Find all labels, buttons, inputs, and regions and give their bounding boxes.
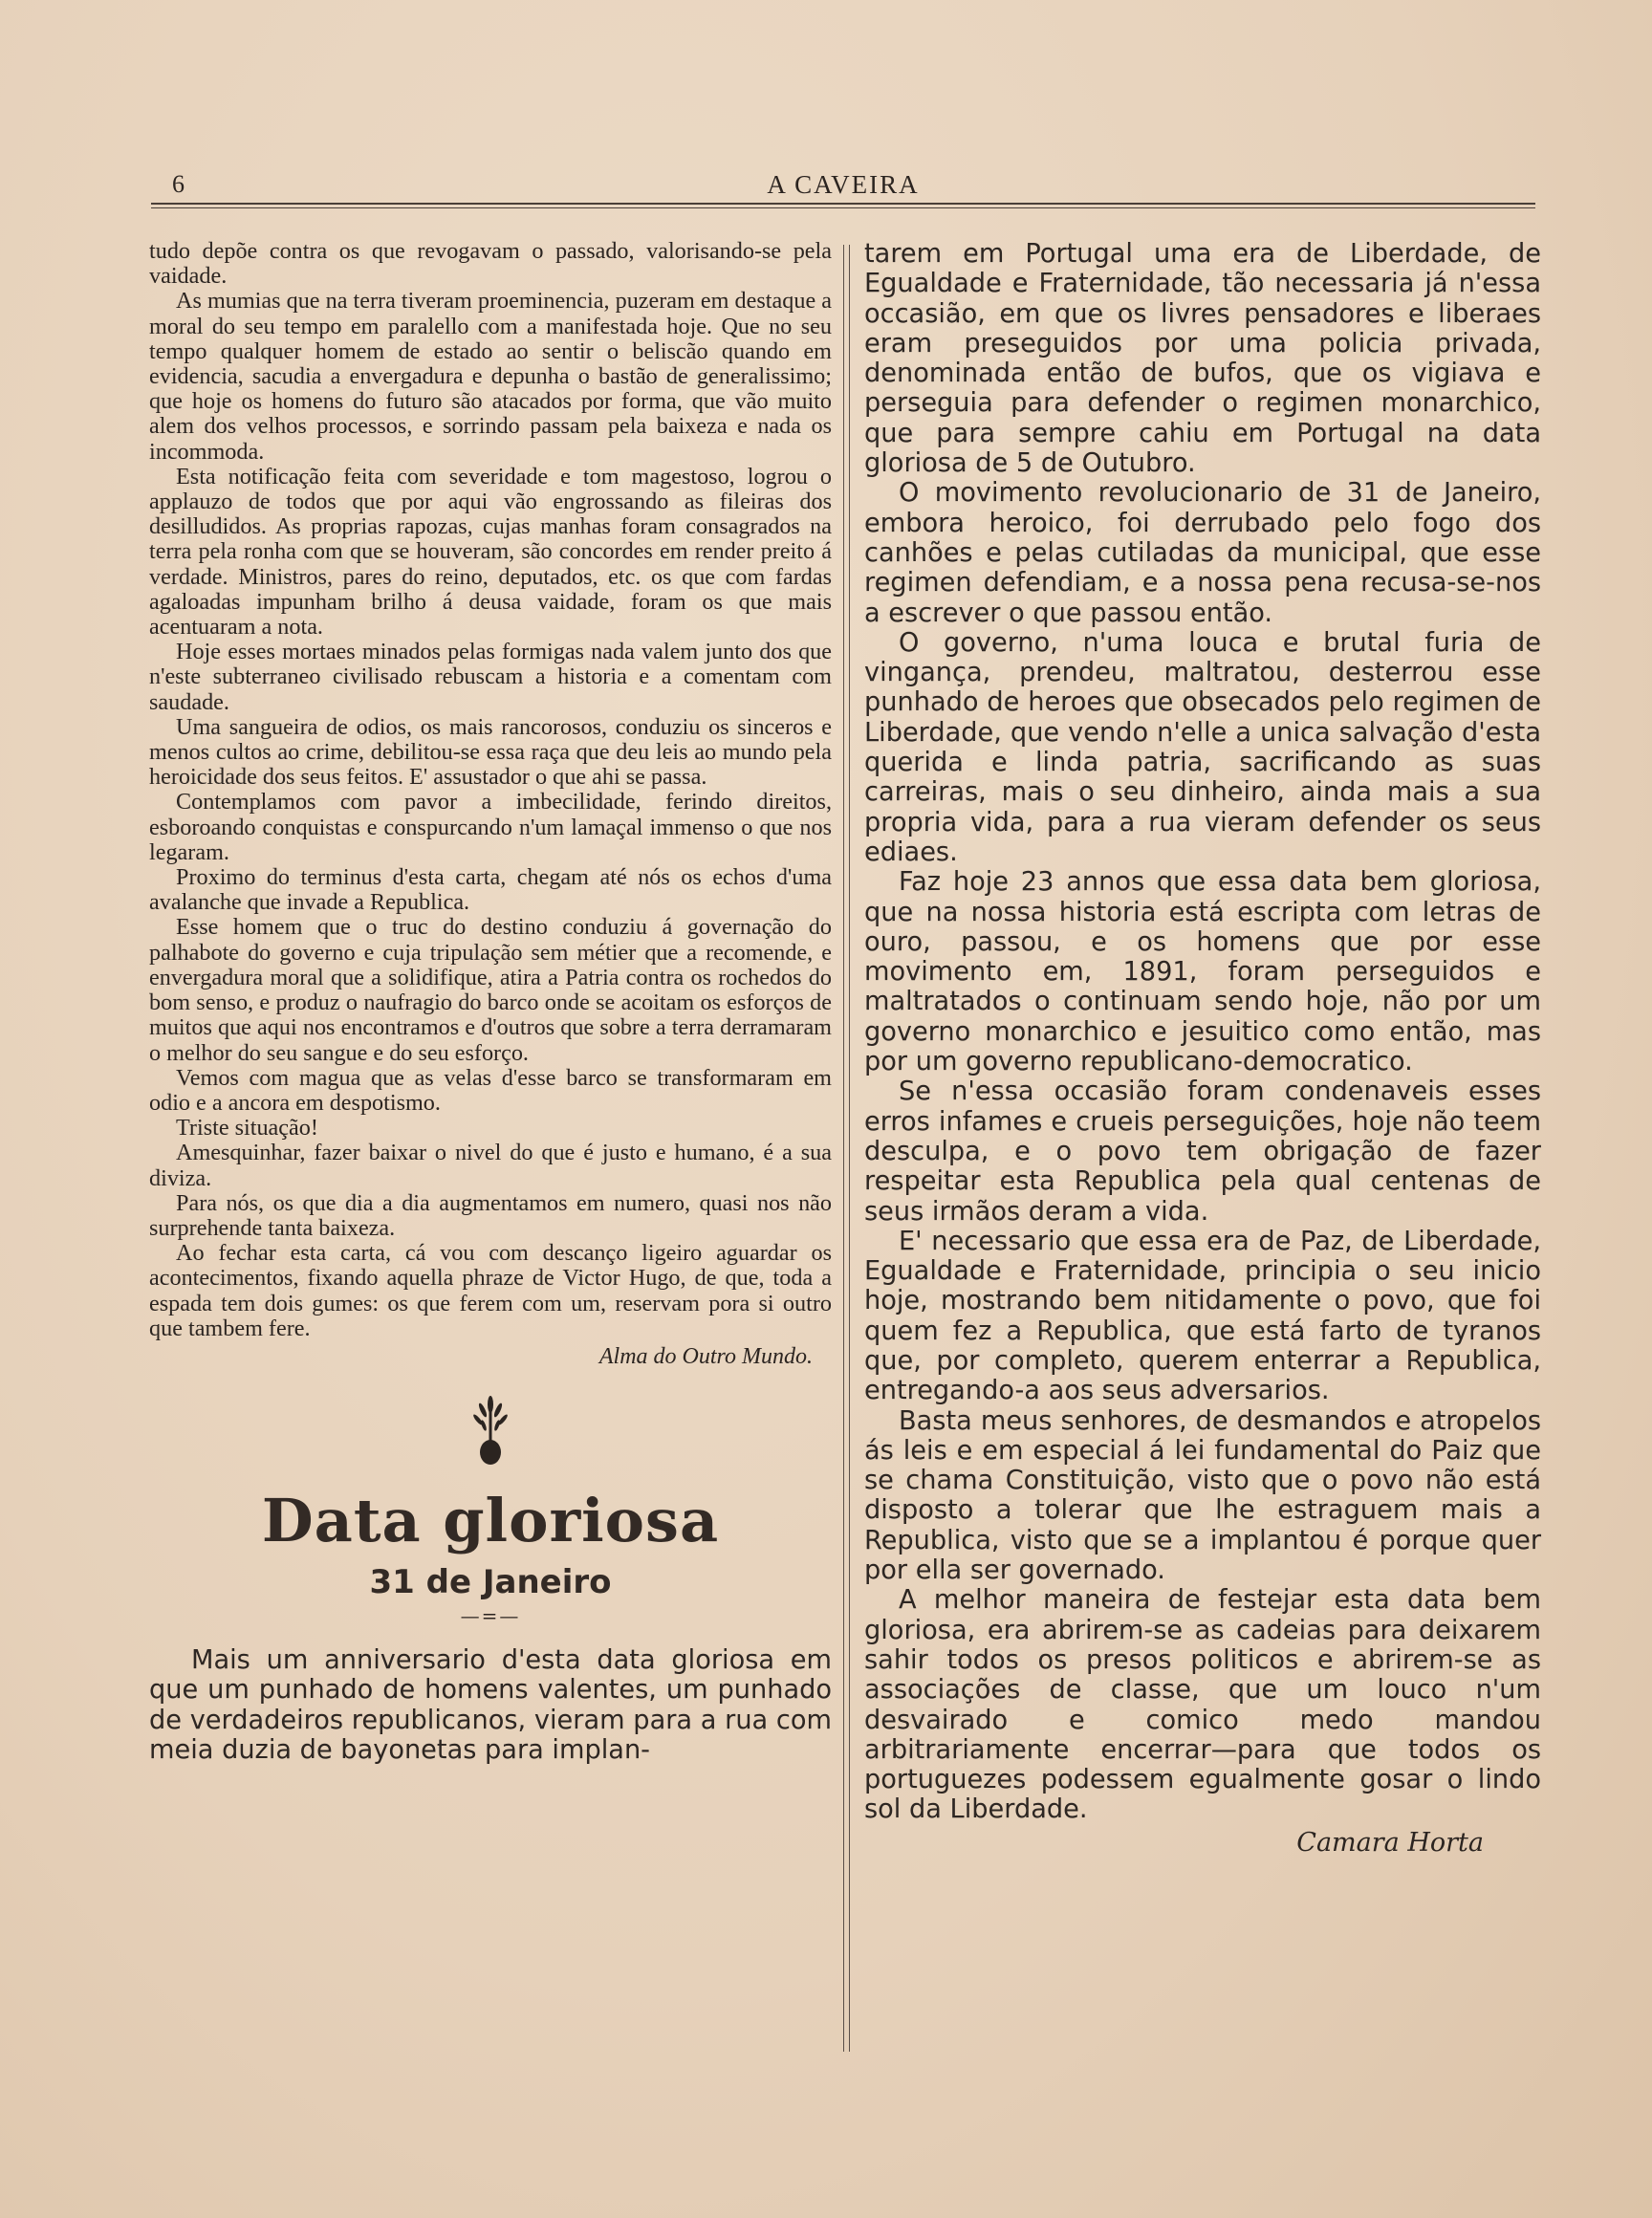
article-paragraph: Basta meus senhores, de desmandos e atropelos ás leis e em especial á lei fundamental do Paiz que se chama Constituição, visto que o povo não está disposto a tolerar que lhe estraguem mais a Republica, visto que se a implantou é porque quer por ella ser governado. xyxy=(864,1405,1541,1586)
letter-paragraph: Amesquinhar, fazer baixar o nivel do que é justo e humano, é a sua diviza. xyxy=(149,1140,832,1191)
letter-paragraph: As mumias que na terra tiveram proeminencia, puzeram em destaque a moral do seu tempo em paralello com a manifestada hoje. Que no seu tempo qualquer homem de estado ao sentir o beliscão quando em evidencia, sacudia a envergadura e depunha o bastão de generalissimo; que hoje os homens do futuro são atacados por forma, que vão muito alem dos velhos processos, e sorrindo passam pela baixeza e nada os incommoda. xyxy=(149,288,832,465)
article-title: Data gloriosa xyxy=(261,1485,720,1555)
article-paragraph: A melhor maneira de festejar esta data bem gloriosa, era abrirem-se as cadeias para deixarem sahir todos os presos politicos e abrirem-se as associações de classe, que um louco n'um desvairado e comico medo mandou arbitrariamente encerrar—para que todos os portuguezes podessem egualmente gosar o lindo sol da Liberdade. xyxy=(864,1585,1541,1825)
left-column xyxy=(149,239,832,1765)
letter-paragraph: Esta notificação feita com severidade e tom magestoso, logrou o applauzo de todos que por aqui vão engrossando as fileiras dos desilludidos. As proprias rapozas, cujas manhas foram consagrados na terra pela ronha com que se houveram, são concordes em render preito á verdade. Ministros, pares do reino, deputados, etc. os que com fardas agaloadas impunham brilho á deusa vaidade, foram os que mais acentuaram a nota. xyxy=(149,463,832,641)
column-divider-inner xyxy=(849,245,850,2052)
header-rule xyxy=(151,203,1535,205)
page-header xyxy=(151,166,1535,205)
header-rule-thin xyxy=(151,207,1535,208)
journal-title: A CAVEIRA xyxy=(767,170,920,199)
letter-paragraph: Hoje esses mortaes minados pelas formigas nada valem junto dos que n'este subterraneo civilisado rebuscam a historia e a comentam com saudade. xyxy=(149,639,832,715)
article-paragraph: Faz hoje 23 annos que essa data bem gloriosa, que na nossa historia está escripta com letras de ouro, passou, e os homens que por esse movimento em, 1891, foram perseguidos e maltratados o continuam sendo hoje, não por um governo monarchico e jesuitico como então, mas por um governo republicano-democratico. xyxy=(864,867,1541,1077)
letter-body xyxy=(149,239,832,1341)
letter-signature: Alma do Outro Mundo. xyxy=(598,1343,813,1369)
letter-paragraph: Contemplamos com pavor a imbecilidade, ferindo direitos, esboroando conquistas e conspurcando n'um lamaçal immenso o que nos legaram. xyxy=(149,789,832,865)
article-subtitle: 31 de Janeiro xyxy=(369,1562,612,1601)
column-divider xyxy=(843,245,844,2052)
letter-paragraph: Triste situação! xyxy=(176,1115,318,1142)
wheat-sheaf-ornament-icon xyxy=(471,1395,510,1466)
article-paragraph: E' necessario que essa era de Paz, de Liberdade, Egualdade e Fraternidade, principia o seu inicio hoje, mostrando bem nitidamente o povo, que foi quem fez a Republica, que está farto de tyranos que, por completo, querem enterrar a Republica, entregando-a aos seus adversarios. xyxy=(864,1226,1541,1406)
article-paragraph: tarem em Portugal uma era de Liberdade, de Egualdade e Fraternidade, tão necessaria já n'essa occasião, em que os livres pensadores e liberaes eram preseguidos por uma policia privada, denominada então de bufos, que os vigiava e perseguia para defender o regimen monarchico, que para sempre cahiu em Portugal na data gloriosa de 5 de Outubro. xyxy=(864,239,1541,479)
letter-paragraph: Ao fechar esta carta, cá vou com descanço ligeiro aguardar os acontecimentos, fixando aquella phraze de Victor Hugo, de que, toda a espada tem dois gumes: os que ferem com um, reservam pora si outro que tambem fere. xyxy=(149,1240,832,1341)
letter-paragraph: Uma sangueira de odios, os mais rancorosos, conduziu os sinceros e menos cultos ao crime, debilitou-se essa raça que deu leis ao mundo pela heroicidade dos seus feitos. E' assustador o que ahi se passa. xyxy=(149,713,832,791)
letter-paragraph: Para nós, os que dia a dia augmentamos em numero, quasi nos não surprehende tanta baixeza. xyxy=(149,1189,832,1241)
letter-paragraph: Vemos com magua que as velas d'esse barco se transformaram em odio e a ancora em despotismo. xyxy=(149,1064,832,1116)
subtitle-rule: —=— xyxy=(460,1603,521,1627)
letter-paragraph: Esse homem que o truc do destino conduziu á governação do palhabote do governo e cuja tripulação sem métier que a recomende, e envergadura moral que a solidifique, atira a Patria contra os rochedos do bom senso, e produz o naufragio do barco onde se acoitam os esforços de muitos que aqui nos encontramos e d'outros que sobre a terra derramaram o melhor do seu sangue e do seu esforço. xyxy=(149,914,832,1066)
page-number: 6 xyxy=(172,170,185,198)
right-column xyxy=(864,239,1541,1859)
article-paragraph: Se n'essa occasião foram condenaveis esses erros infames e crueis perseguições, hoje não teem desculpa, e o povo tem obrigação de fazer respeitar esta Republica pela qual centenas de seus irmãos deram a vida. xyxy=(864,1076,1541,1227)
letter-paragraph: Proximo do terminus d'esta carta, chegam até nós os echos d'uma avalanche que invade a Republica. xyxy=(149,864,832,916)
article-paragraph: O governo, n'uma louca e brutal furia de vingança, prendeu, maltratou, desterrou esse punhado de heroes que obsecados pelo regimen de Liberdade, que vendo n'elle a unica salvação d'esta querida e linda patria, sacrificando as suas carreiras, mais o seu dinheiro, ainda mais a sua propria vida, para a rua vieram defender os seus ediaes. xyxy=(864,627,1541,867)
letter-paragraph: tudo depõe contra os que revogavam o passado, valorisando-se pela vaidade. xyxy=(149,238,832,290)
article-paragraph: Mais um anniversario d'esta data gloriosa em que um punhado de homens valentes, um punhado de verdadeiros republicanos, vieram para a rua com meia duzia de bayonetas para implan- xyxy=(149,1644,832,1765)
article-signature: Camara Horta xyxy=(1296,1827,1484,1858)
article-body xyxy=(149,1645,832,1765)
article-paragraph: O movimento revolucionario de 31 de Janeiro, embora heroico, foi derrubado pelo fogo dos canhões e pelas cutiladas da municipal, que esse regimen defendiam, e a nossa pena recusa-se-nos a escrever o que passou então. xyxy=(864,478,1541,628)
